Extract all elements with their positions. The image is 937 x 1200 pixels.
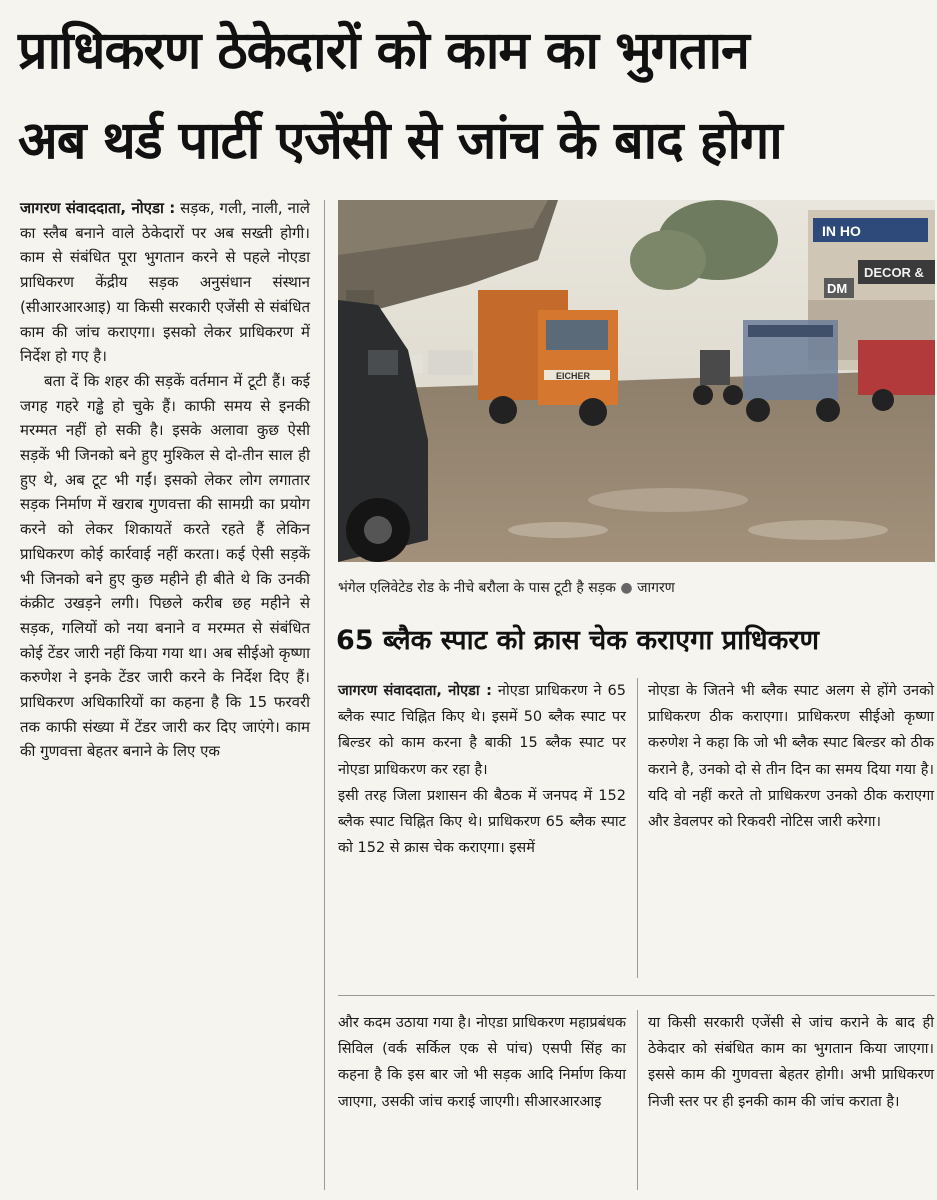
road-photo-illustration [338, 200, 935, 562]
shop-sign-3: IN HO [822, 223, 861, 239]
column-divider-left [324, 200, 325, 1190]
photo-credit: जागरण [637, 580, 675, 596]
sub-story-column-2 [648, 678, 934, 835]
sub-story-headline: 65 ब्लैक स्पाट को क्रास चेक कराएगा प्राधिकरण [336, 625, 819, 656]
sub-story-paragraph-1-text: नोएडा प्राधिकरण ने 65 ब्लैक स्पाट चिह्नित किए थे। इसमें 50 ब्लैक स्पाट पर बिल्डर को काम करना है बाकी 15 ब्लैक स्पाट पर नोएडा प्राधिकरण कर रहा है। [338, 683, 627, 778]
headline-line-1: प्राधिकरण ठेकेदारों को काम का भुगतान [18, 21, 749, 81]
main-story-continued-column-1 [338, 1010, 626, 1115]
shop-sign-1: DECOR & [864, 265, 924, 280]
news-photo [338, 200, 935, 562]
main-story-dateline: जागरण संवाददाता, नोएडा : [20, 199, 176, 217]
main-story-paragraph-1-text: सड़क, गली, नाली, नाले का स्लैब बनाने वाले ठेकेदारों पर अब सख्ती होगी। काम से संबंधित पूरा भुगतान करने से पहले नोएडा प्राधिकरण केंद्रीय सड़क अनुसंधान संस्थान (सीआरआरआइ) या किसी सरकारी एजेंसी से संबंधित काम की जांच कराएगा। इसको लेकर प्राधिकरण में निर्देश हो गए है। [20, 199, 310, 366]
main-story-continued-right: या किसी सरकारी एजेंसी से जांच कराने के बाद ही ठेकेदार को संबंधित काम का भुगतान किया जाएगा। इससे काम की गुणवत्ता बेहतर होगी। अभी प्राधिकरण निजी स्तर पर ही इनकी काम की जांच कराता है। [648, 1015, 934, 1110]
headline-line-2: अब थर्ड पार्टी एजेंसी से जांच के बाद होगा [18, 111, 782, 171]
headline [18, 6, 923, 186]
column-divider-bottom [637, 1010, 638, 1190]
main-story-continued-mid: और कदम उठाया गया है। नोएडा प्राधिकरण महाप्रबंधक सिविल (वर्क सर्किल एक से पांच) एसपी सिंह का कहना है कि इस बार जो भी सड़क आदि निर्माण किया जाएगा, उसकी जांच कराई जाएगी। सीआरआरआइ [338, 1015, 626, 1110]
sub-story-column-divider [637, 678, 638, 978]
sub-story-paragraph-1 [338, 678, 626, 783]
main-story-column [20, 196, 310, 764]
shop-sign-2: DM [827, 281, 848, 296]
caption-bullet: ● [620, 580, 638, 596]
main-story-continued-column-2 [648, 1010, 934, 1115]
main-story-paragraph-1 [20, 196, 310, 369]
truck-brand-label: EICHER [556, 371, 591, 381]
sub-story-paragraph-2: इसी तरह जिला प्रशासन की बैठक में जनपद में 152 ब्लैक स्पाट चिह्नित किए थे। प्राधिकरण 65 ब्लैक स्पाट को 152 से क्रास चेक कराएगा। इसमें [338, 787, 626, 857]
main-story-paragraph-2: बता दें कि शहर की सड़कें वर्तमान में टूटी हैं। कई जगह गहरे गड्ढे हो चुके हैं। काफी समय से इनकी मरम्मत नहीं हो सकी है। इसके अलावा कुछ ऐसी सड़कें भी जिनको बने हुए मुश्किल से दो-तीन साल ही हुए थे, अब टूट भी गईं। इसको लेकर लोग लगातार सड़क निर्माण में खराब गुणवत्ता की सामग्री का प्रयोग करने को लेकर शिकायतें करते रहते हैं लेकिन प्राधिकरण कोई कार्रवाई नहीं करता। कई ऐसी सड़कें भी जिनको बने हुए कुछ महीने ही बीते थे कि उनकी कंक्रीट उखड़ने लगी। पिछले करीब छह महीने से सड़क, गलियों को नया बनाने व मरम्मत से संबंधित कोई टेंडर जारी नहीं किया गया था। अब सीईओ कृष्णा करुणेश ने इनके टेंडर जारी करने के निर्देश दिए हैं। प्राधिकरण अधिकारियों का कहना है कि 15 फरवरी तक काफी संख्या में टेंडर जारी कर दिए जाएंगे। काम की गुणवत्ता बेहतर बनाने के लिए एक [20, 371, 310, 761]
sub-story-column-1 [338, 678, 626, 861]
photo-caption [338, 578, 935, 598]
sub-story-dateline: जागरण संवाददाता, नोएडा : [338, 683, 492, 699]
sub-story-paragraph-3: नोएडा के जितने भी ब्लैक स्पाट अलग से होंगे उनको प्राधिकरण ठीक कराएगा। प्राधिकरण सीईओ कृष्णा करुणेश ने कहा कि जो भी ब्लैक स्पाट बिल्डर को ठीक कराने है, उनको दो से तीन दिन का समय दिया गया है। यदि वो नहीं करते तो प्राधिकरण उनको ठीक कराएगा और डेवलपर को रिकवरी नोटिस जारी करेगा। [648, 683, 934, 831]
sub-story-bottom-rule [338, 995, 935, 996]
photo-caption-text: भंगेल एलिवेटेड रोड के नीचे बरौला के पास टूटी है सड़क [338, 580, 616, 596]
